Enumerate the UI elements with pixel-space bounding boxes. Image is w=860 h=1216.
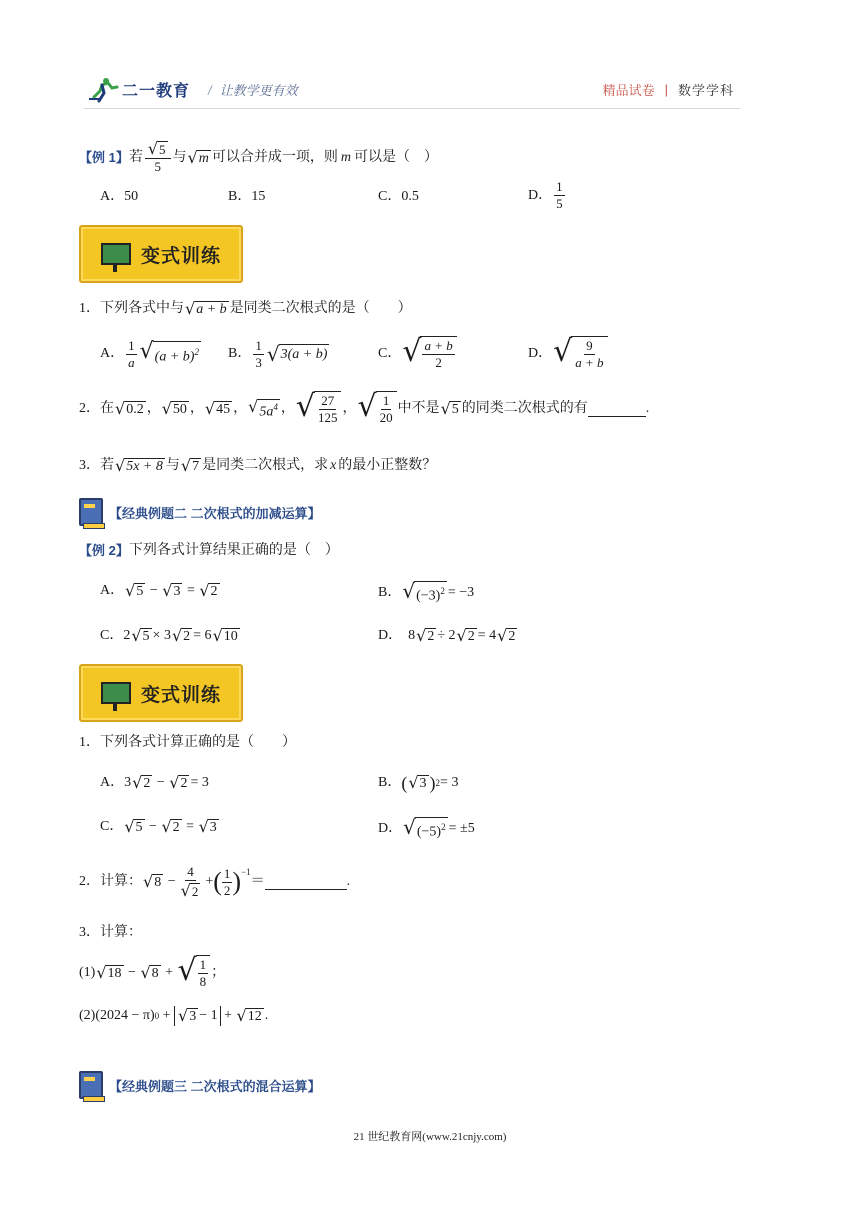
example2-option-c: C． 2 √ 5 × 3 √ 2 = 6 √ 10 [100, 626, 238, 645]
blackboard-icon [101, 682, 131, 704]
tag-separator: | [664, 82, 668, 97]
example1-question: 【例 1】 若 √ 5 5 与 √ m 可以合并成一项，则 m 可以是（ ） [79, 139, 438, 175]
example-label: 【例 1】 [79, 149, 129, 165]
practice2-q1-option-b: B． ( √ 3 ) 2 = 3 [378, 773, 459, 793]
example2-option-d: D． 8 √ 2 ÷ 2 √ 2 = 4 √ 2 [378, 626, 516, 645]
radical: √ m [187, 147, 209, 167]
practice2-q1-option-c: C． √ 5 − √ 2 = √ 3 [100, 817, 217, 836]
practice-banner-2: 变式训练 [79, 664, 243, 722]
option-b: B． 15 [228, 189, 266, 204]
practice2-q3-title: 3．计算： [79, 925, 142, 940]
runner-logo-icon [88, 75, 120, 103]
header-tags [603, 80, 734, 99]
brand-name: 二一教育 [122, 82, 191, 100]
practice1-q1-option-d: D． √ $\frac{9}{a + b}$ [528, 336, 609, 372]
practice1-q1-option-c: C． √ $\frac{a + b}{2}$ [378, 336, 458, 372]
tag-premium: 精品试卷 [602, 83, 655, 98]
practice2-q1: 1．下列各式计算正确的是（ ） [79, 735, 296, 750]
option-a: A． 50 [100, 189, 139, 204]
practice2-q3-part2: (2) (2024 − π) 0 + √ 3 − 1 + √ 12 . [79, 1006, 269, 1025]
option-d: D． $\frac{1}{5}$ [528, 179, 563, 211]
fraction: √ 5 5 [145, 141, 171, 174]
example2-option-b: B． √ $(-3)^2$ = −3 [378, 579, 475, 604]
example-label: 【例 2】 [79, 543, 129, 558]
practice1-q1-option-b: B． $\frac{1}{3}$ √ 3(a + b) [228, 337, 328, 370]
section-title-2: 【经典例题二 二次根式的加减运算】 [79, 498, 321, 526]
brand-slogan: / 让教学更有效 [208, 82, 298, 98]
practice2-q1-option-d: D． √ $(-5)^2$ = ±5 [378, 815, 475, 840]
header-divider [84, 108, 740, 109]
practice2-q3-part1: (1) √ 18 − √ 8 + √ $\frac{1}{8}$ ； [79, 953, 226, 989]
page-footer: 21 世纪教育网(www.21cnjy.com) [353, 1131, 507, 1143]
answer-blank[interactable] [265, 875, 347, 890]
book-icon [79, 498, 103, 526]
section-title-3: 【经典例题三 二次根式的混合运算】 [79, 1071, 321, 1099]
header-logo [88, 74, 298, 104]
option-c: C． 0.5 [378, 189, 419, 204]
answer-blank[interactable] [588, 402, 646, 417]
practice1-q2: 2．在 √ 0.2 ， √ 50 ， √ 45 ， √ $5a^4$ ， √ $\frac{27}{125}$ ， √ $\frac{1}{20}$ 中不是 √ 5 的同类二次根式的有 . [79, 389, 650, 425]
practice-banner-1: 变式训练 [79, 225, 243, 283]
practice1-q3: 3．若 √ 5x + 8 与 √ 7 是同类二次根式，求 x 的最小正整数？ [79, 456, 437, 475]
example2-option-a: A． √ 5 − √ 3 = √ 2 [100, 581, 218, 600]
tag-subject: 数学学科 [677, 83, 734, 98]
book-icon [79, 1071, 103, 1099]
blackboard-icon [101, 243, 131, 265]
example2-question: 【例 2】 下列各式计算结果正确的是（ ） [79, 541, 339, 561]
practice2-q1-option-a: A． 3 √ 2 − √ 2 = 3 [100, 773, 209, 792]
practice1-q1-option-a: A． $\frac{1}{a}$ √ $(a + b)^2$ [100, 337, 199, 370]
practice1-q1: 1．下列各式中与 √ a + b 是同类二次根式的是（ ） [79, 299, 412, 318]
practice2-q2: 2．计算： √ 8 − 4 √ 2 + ( $\frac{1}{2}$ ) $^{-1}$ ＝ . [79, 864, 351, 900]
